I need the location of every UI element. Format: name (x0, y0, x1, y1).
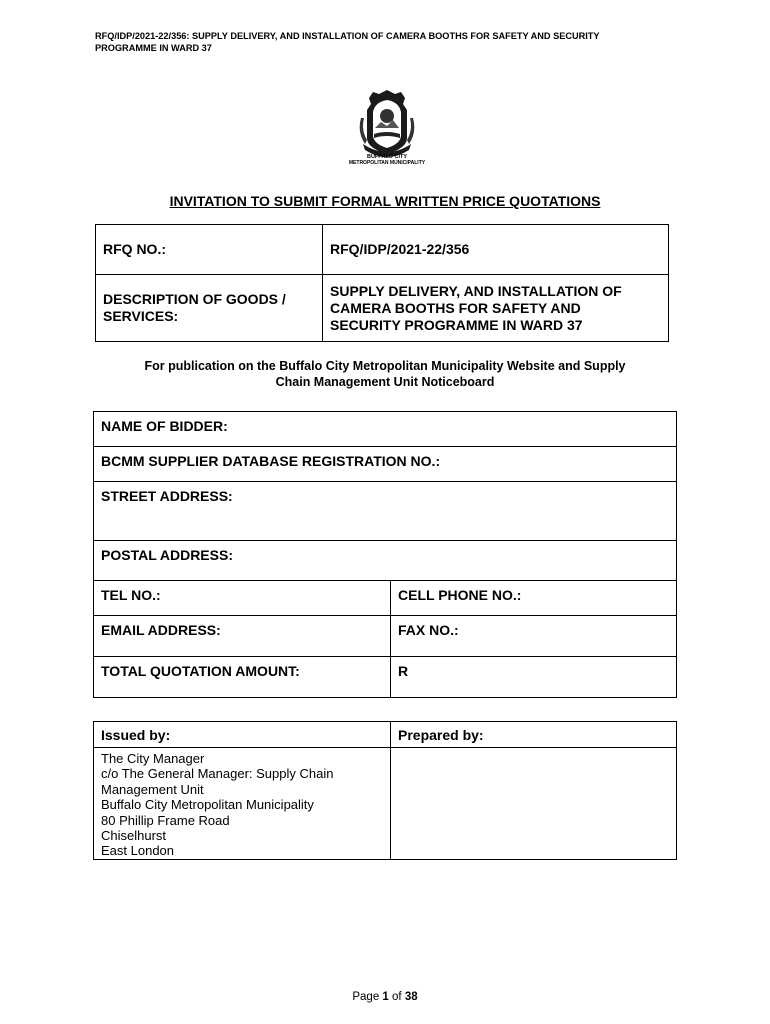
rfq-value: RFQ/IDP/2021-22/356 (323, 225, 669, 275)
total-amount-label: TOTAL QUOTATION AMOUNT: (94, 657, 391, 698)
issued-by-label: Issued by: (94, 722, 391, 748)
prepared-by-cell (391, 748, 677, 860)
postal-address-label: POSTAL ADDRESS: (94, 541, 677, 581)
address-line: Management Unit (101, 781, 204, 797)
bidder-table (93, 411, 677, 698)
header-line-2: PROGRAMME IN WARD 37 (95, 43, 212, 53)
logo-line-2: METROPOLITAN MUNICIPALITY (348, 160, 426, 166)
page-title: INVITATION TO SUBMIT FORMAL WRITTEN PRICE QUOTATIONS (169, 193, 601, 209)
description-label (96, 275, 323, 342)
publication-note (100, 358, 670, 390)
crest-icon (345, 88, 429, 166)
total-pages: 38 (404, 991, 418, 1003)
address-line: Buffalo City Metropolitan Municipality (101, 797, 314, 813)
bidder-name-label: NAME OF BIDDER: (94, 412, 677, 447)
rfq-label: RFQ NO.: (96, 225, 323, 275)
rfq-table (95, 224, 669, 342)
fax-label: FAX NO.: (391, 616, 677, 657)
address-line: Chiselhurst (101, 828, 167, 844)
header-line-1: RFQ/IDP/2021-22/356: SUPPLY DELIVERY, AND INSTALLATION OF CAMERA BOOTHS FOR SAFETY AND SECURITY (95, 31, 600, 41)
description-value-line-3: SECURITY PROGRAMME IN WARD 37 (330, 316, 583, 333)
description-value (323, 275, 669, 342)
logo-line-1: BUFFALO CITY (366, 154, 408, 160)
page-number: 1 (382, 991, 389, 1003)
issuer-address (94, 748, 391, 860)
publication-line-2: Chain Management Unit Noticeboard (275, 375, 495, 389)
tel-label: TEL NO.: (94, 581, 391, 616)
publication-line-1: For publication on the Buffalo City Metropolitan Municipality Website and Supply (144, 359, 626, 373)
address-line: The City Manager (101, 751, 205, 766)
description-label-line-2: SERVICES: (103, 308, 179, 324)
currency-label: R (391, 657, 677, 698)
description-value-line-1: SUPPLY DELIVERY, AND INSTALLATION OF (330, 282, 622, 299)
address-line: 80 Phillip Frame Road (101, 812, 230, 828)
description-value-line-2: CAMERA BOOTHS FOR SAFETY AND (330, 299, 581, 316)
registration-label: BCMM SUPPLIER DATABASE REGISTRATION NO.: (94, 447, 677, 482)
page-footer (0, 991, 770, 1003)
email-label: EMAIL ADDRESS: (94, 616, 391, 657)
description-label-line-1: DESCRIPTION OF GOODS / (103, 291, 286, 307)
page-word: Page (352, 991, 380, 1003)
page-header (95, 30, 695, 54)
issued-table (93, 721, 677, 860)
cell-label: CELL PHONE NO.: (391, 581, 677, 616)
address-line: c/o The General Manager: Supply Chain (101, 766, 334, 782)
street-address-label: STREET ADDRESS: (94, 482, 677, 541)
address-line: East London (101, 843, 175, 859)
of-word: of (392, 991, 402, 1003)
municipality-logo (345, 88, 429, 166)
prepared-by-label: Prepared by: (391, 722, 677, 748)
